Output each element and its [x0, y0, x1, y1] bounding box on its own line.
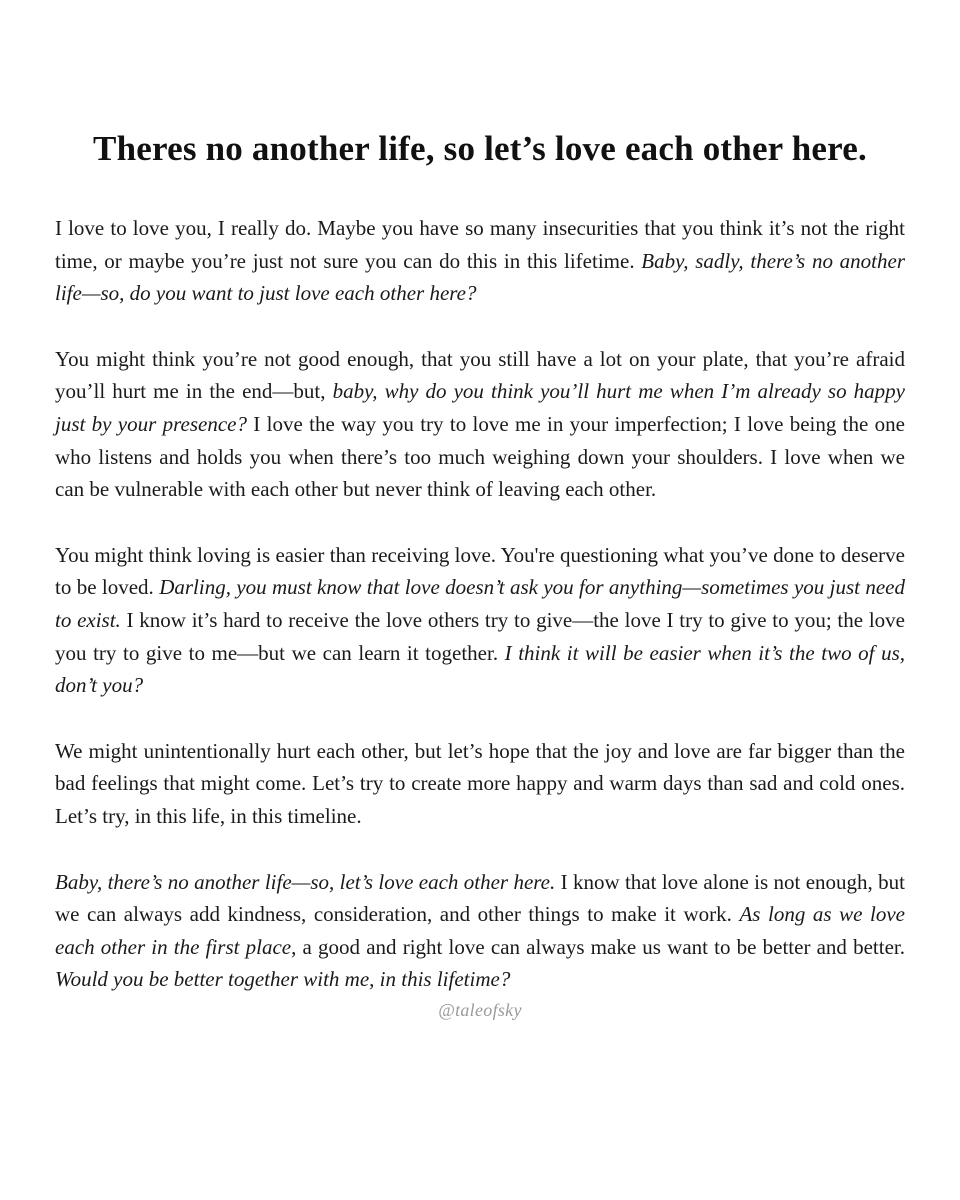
text-run: I know that love alone is not enough, but we can always add kindness, consideration, and other things to make it work.	[55, 869, 905, 927]
text-run: , a good and right love can always make us want to be better and better.	[291, 934, 905, 959]
body-text	[55, 212, 905, 996]
italic-text-run: As long as we love each other in the first place	[55, 902, 906, 959]
italic-text-run: baby, why do you think you’ll hurt me when I’m already so happy just by your presence?	[55, 379, 905, 436]
paragraph-5	[55, 866, 905, 996]
italic-text-run: Baby, there’s no another life—so, let’s love each other here.	[55, 869, 556, 894]
text-run: You might think loving is easier than receiving love. You're questioning what you’ve done to deserve to be loved.	[55, 542, 905, 600]
paragraph-4	[55, 735, 905, 833]
text-run: I love to love you, I really do. Maybe you have so many insecurities that you think it’s not the right time, or maybe you’re just not sure you can do this in this lifetime.	[55, 216, 905, 273]
text-run: You might think you’re not good enough, that you still have a lot on your plate, that you’re afraid you’ll hurt me in the end—but,	[55, 346, 905, 404]
italic-text-run: I think it will be easier when it’s the two of us, don’t you?	[55, 640, 905, 698]
paragraph-2	[55, 343, 905, 506]
document-page	[55, 128, 905, 1021]
author-handle: @taleofsky	[438, 999, 522, 1020]
paragraph-1	[55, 212, 905, 310]
italic-text-run: Baby, sadly, there’s no another life—so, do you want to just love each other here?	[55, 248, 905, 306]
italic-text-run: Would you be better together with me, in this lifetime?	[55, 967, 511, 992]
text-run: We might unintentionally hurt each other, but let’s hope that the joy and love are far bigger than the bad feelings that might come. Let’s try to create more happy and warm days than sad and cold ones. Let’s try, in this life, in this timeline.	[55, 738, 905, 828]
text-run: I know it’s hard to receive the love others try to give—the love I try to give to you; the love you try to give to me—but we can learn it together.	[55, 607, 905, 665]
text-run: I love the way you try to love me in your imperfection; I love being the one who listens and holds you when there’s too much weighing down your shoulders. I love when we can be vulnerable with each other but never think of leaving each other.	[55, 411, 905, 502]
italic-text-run: Darling, you must know that love doesn’t ask you for anything—sometimes you just need to exist.	[55, 575, 906, 632]
page-title: Theres no another life, so let’s love each other here.	[93, 129, 867, 168]
paragraph-3	[55, 539, 905, 702]
